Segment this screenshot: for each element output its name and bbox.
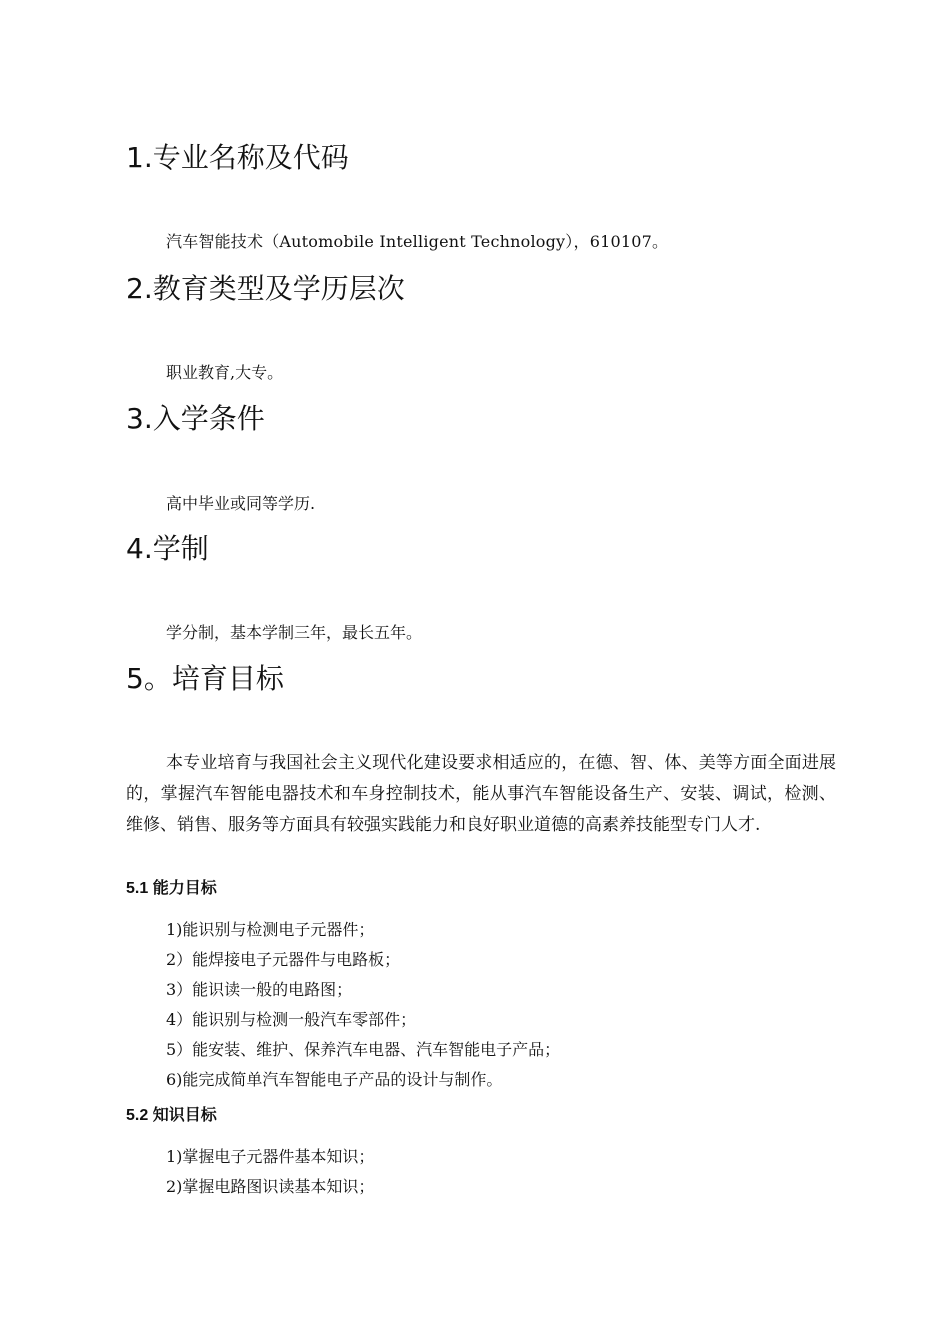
ability-list: [166, 915, 560, 1095]
list-item: 6)能完成简单汽车智能电子产品的设计与制作。: [166, 1070, 503, 1089]
list-item: 3）能识读一般的电路图；: [166, 980, 353, 999]
subsection-heading-knowledge: 5.2 知识目标: [126, 1107, 217, 1124]
section-text-5: 本专业培育与我国社会主义现代化建设要求相适应的，在德、智、体、美等方面全面进展的，掌握汽车智能电器技术和车身控制技术，能从事汽车智能设备生产、安装、调试，检测、维修、销售、服务等方面具有较强实践能力和良好职业道德的高素养技能型专门人才.: [126, 753, 836, 835]
list-item: 4）能识别与检测一般汽车零部件；: [166, 1010, 417, 1029]
list-item: 2）能焊接电子元器件与电路板；: [166, 950, 401, 969]
list-item: 1)能识别与检测电子元器件；: [166, 920, 375, 939]
section-heading-5: 5。培育目标: [126, 662, 284, 695]
section-text-3: 高中毕业或同等学历.: [166, 494, 316, 513]
knowledge-list: [166, 1142, 374, 1202]
section-heading-2: 2.教育类型及学历层次: [126, 272, 405, 305]
subsection-heading-ability: 5.1 能力目标: [126, 880, 217, 897]
section-text-1: 汽车智能技术（Automobile Intelligent Technology），610107。: [166, 232, 669, 251]
section-heading-3: 3.入学条件: [126, 402, 265, 435]
section-text-2: 职业教育,大专。: [166, 363, 284, 382]
list-item: 1)掌握电子元器件基本知识；: [166, 1147, 375, 1166]
list-item: 5）能安装、维护、保养汽车电器、汽车智能电子产品；: [166, 1040, 561, 1059]
list-item: 2)掌握电路图识读基本知识；: [166, 1177, 375, 1196]
section-heading-1: 1.专业名称及代码: [126, 141, 349, 174]
section-text-4: 学分制，基本学制三年，最长五年。: [166, 623, 423, 642]
section-heading-4: 4.学制: [126, 532, 209, 565]
